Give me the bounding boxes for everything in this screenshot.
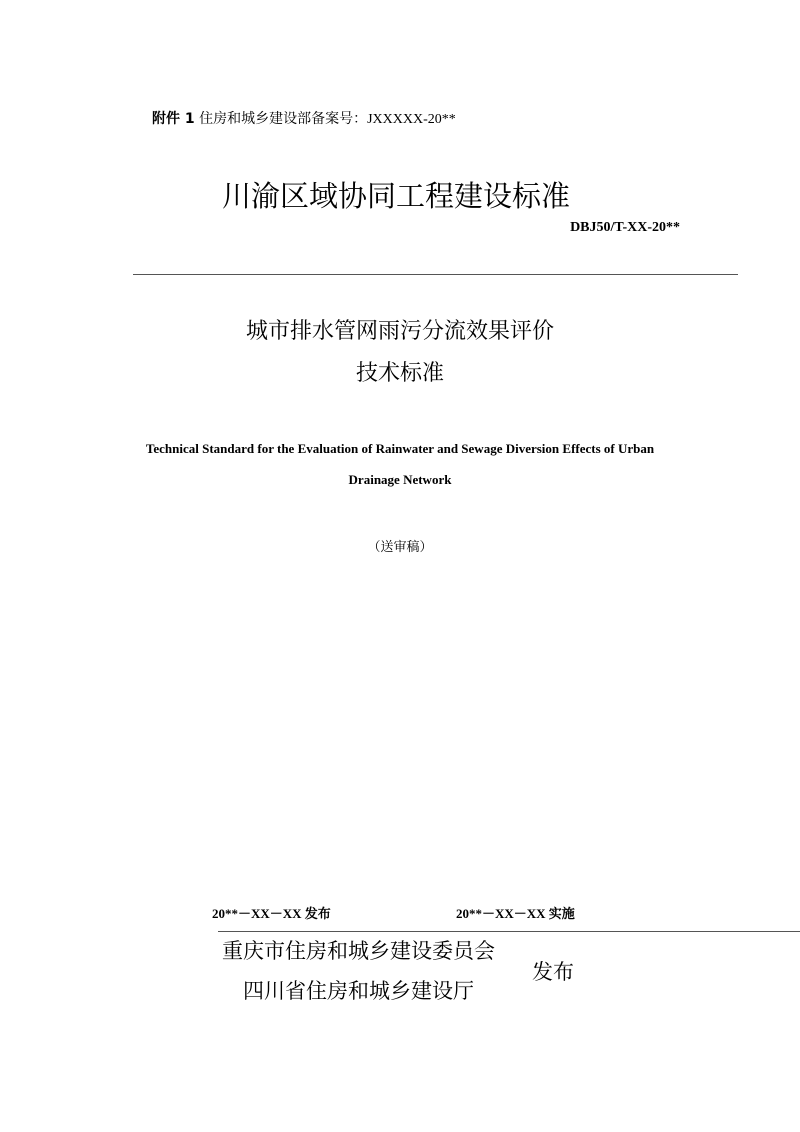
series-title: 川渝区域协同工程建设标准: [222, 179, 571, 213]
divider: [133, 274, 738, 275]
filing-number: JXXXXX-20**: [367, 112, 456, 127]
filing-header: [152, 108, 456, 128]
attachment-label: 附件 1: [152, 111, 195, 127]
title-cn-line2: 技术标准: [355, 361, 444, 386]
issuer-chongqing: 重庆市住房和城乡建设委员会: [222, 939, 495, 963]
publish-date: 20**－XX－XX 发布: [212, 906, 331, 921]
standard-code: DBJ50/T-XX-20**: [570, 220, 680, 235]
title-en-line1: Technical Standard for the Evaluation of Rainwater and Sewage Diversion Effects of Urban: [145, 441, 655, 456]
issue-label: 发布: [532, 960, 574, 984]
divider-bottom: [218, 931, 800, 932]
title-cn-line1: 城市排水管网雨污分流效果评价: [245, 319, 554, 344]
draft-status: （送审稿）: [367, 540, 433, 555]
title-en-line2: Drainage Network: [348, 472, 452, 487]
filing-label: 住房和城乡建设部备案号：: [199, 111, 368, 127]
implement-date: 20**－XX－XX 实施: [456, 906, 575, 921]
issuer-sichuan: 四川省住房和城乡建设厅: [243, 979, 474, 1003]
